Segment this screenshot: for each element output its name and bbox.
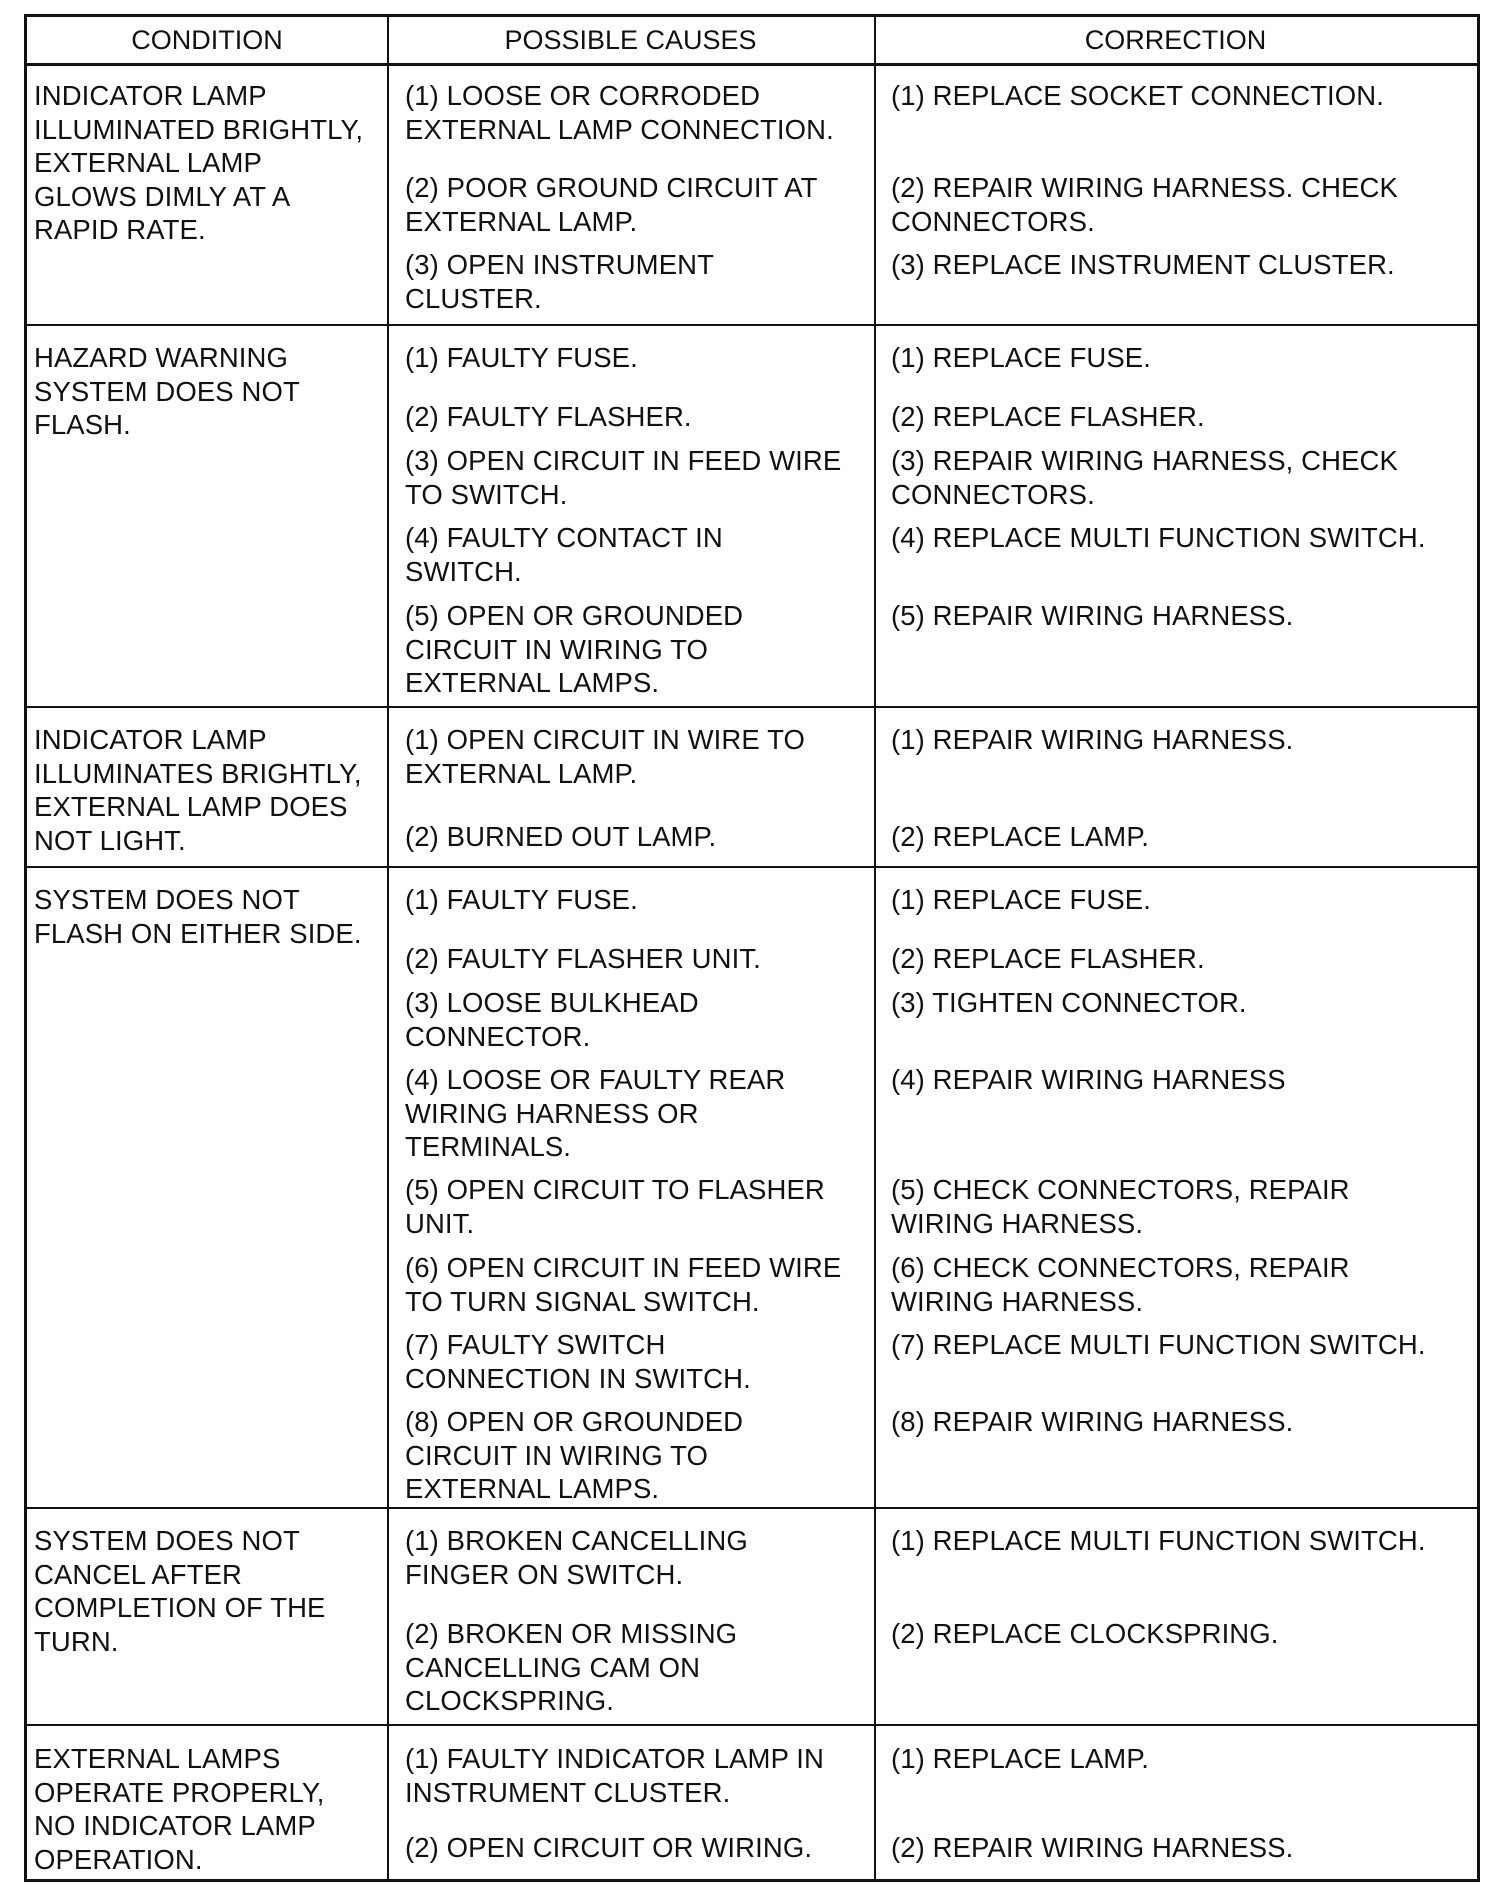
correction-text: (1) REPLACE MULTI FUNCTION SWITCH. <box>891 1525 1426 1556</box>
cause-text: (1) BROKEN CANCELLING FINGER ON SWITCH. <box>405 1525 748 1590</box>
correction-text: (3) REPAIR WIRING HARNESS, CHECK CONNECTORS. <box>891 445 1398 510</box>
correction-text: (5) REPAIR WIRING HARNESS. <box>891 600 1294 631</box>
correction-text: (3) REPLACE INSTRUMENT CLUSTER. <box>891 249 1395 280</box>
correction-text: (2) REPLACE CLOCKSPRING. <box>891 1618 1279 1649</box>
correction-text: (7) REPLACE MULTI FUNCTION SWITCH. <box>891 1329 1426 1360</box>
correction-text: (1) REPAIR WIRING HARNESS. <box>891 724 1294 755</box>
troubleshooting-table <box>24 14 1480 1882</box>
correction-text: (4) REPLACE MULTI FUNCTION SWITCH. <box>891 522 1426 553</box>
cause-text: (5) OPEN CIRCUIT TO FLASHER UNIT. <box>405 1174 825 1239</box>
table-header <box>27 17 1477 66</box>
cause-text: (1) FAULTY FUSE. <box>405 342 638 373</box>
cause-text: (6) OPEN CIRCUIT IN FEED WIRE TO TURN SIGNAL SWITCH. <box>405 1252 842 1317</box>
correction-text: (5) CHECK CONNECTORS, REPAIR WIRING HARNESS. <box>891 1174 1350 1239</box>
cause-text: (1) LOOSE OR CORRODED EXTERNAL LAMP CONNECTION. <box>405 80 834 145</box>
cause-text: (2) FAULTY FLASHER. <box>405 401 692 432</box>
cause-text: (4) LOOSE OR FAULTY REAR WIRING HARNESS OR TERMINALS. <box>405 1064 786 1162</box>
cause-text: (7) FAULTY SWITCH CONNECTION IN SWITCH. <box>405 1329 751 1394</box>
correction-text: (6) CHECK CONNECTORS, REPAIR WIRING HARNESS. <box>891 1252 1350 1317</box>
cause-text: (1) FAULTY FUSE. <box>405 884 638 915</box>
cause-text: (8) OPEN OR GROUNDED CIRCUIT IN WIRING TO EXTERNAL LAMPS. <box>405 1406 744 1504</box>
cause-text: (2) BURNED OUT LAMP. <box>405 821 717 852</box>
header-condition: CONDITION <box>131 24 283 55</box>
cause-text: (2) BROKEN OR MISSING CANCELLING CAM ON CLOCKSPRING. <box>405 1618 738 1716</box>
cause-text: (3) LOOSE BULKHEAD CONNECTOR. <box>405 987 699 1052</box>
header-possible-causes: POSSIBLE CAUSES <box>504 24 757 55</box>
correction-text: (2) REPLACE FLASHER. <box>891 401 1205 432</box>
row-divider <box>27 1507 1477 1509</box>
correction-text: (2) REPLACE FLASHER. <box>891 943 1205 974</box>
correction-text: (1) REPLACE FUSE. <box>891 884 1151 915</box>
cause-text: (1) OPEN CIRCUIT IN WIRE TO EXTERNAL LAMP. <box>405 724 805 789</box>
cause-text: (2) POOR GROUND CIRCUIT AT EXTERNAL LAMP. <box>405 172 818 237</box>
row-divider <box>27 706 1477 708</box>
row-condition: SYSTEM DOES NOT FLASH ON EITHER SIDE. <box>34 884 362 949</box>
column-divider <box>387 17 389 1879</box>
correction-text: (1) REPLACE LAMP. <box>891 1743 1149 1774</box>
cause-text: (2) OPEN CIRCUIT OR WIRING. <box>405 1832 813 1863</box>
correction-text: (8) REPAIR WIRING HARNESS. <box>891 1406 1294 1437</box>
correction-text: (3) TIGHTEN CONNECTOR. <box>891 987 1247 1018</box>
cause-text: (3) OPEN CIRCUIT IN FEED WIRE TO SWITCH. <box>405 445 842 510</box>
correction-text: (2) REPLACE LAMP. <box>891 821 1149 852</box>
correction-text: (4) REPAIR WIRING HARNESS <box>891 1064 1286 1095</box>
column-divider <box>874 17 876 1879</box>
header-correction: CORRECTION <box>1084 24 1267 55</box>
cause-text: (5) OPEN OR GROUNDED CIRCUIT IN WIRING TO EXTERNAL LAMPS. <box>405 600 744 698</box>
cause-text: (4) FAULTY CONTACT IN SWITCH. <box>405 522 723 587</box>
row-divider <box>27 866 1477 868</box>
cause-text: (1) FAULTY INDICATOR LAMP IN INSTRUMENT CLUSTER. <box>405 1743 824 1808</box>
cause-text: (3) OPEN INSTRUMENT CLUSTER. <box>405 249 714 314</box>
correction-text: (1) REPLACE FUSE. <box>891 342 1151 373</box>
row-condition: HAZARD WARNING SYSTEM DOES NOT FLASH. <box>34 342 300 440</box>
row-condition: INDICATOR LAMP ILLUMINATES BRIGHTLY, EXTERNAL LAMP DOES NOT LIGHT. <box>34 724 362 856</box>
correction-text: (2) REPAIR WIRING HARNESS. CHECK CONNECTORS. <box>891 172 1398 237</box>
cause-text: (2) FAULTY FLASHER UNIT. <box>405 943 761 974</box>
row-divider <box>27 1724 1477 1726</box>
row-divider <box>27 324 1477 326</box>
correction-text: (2) REPAIR WIRING HARNESS. <box>891 1832 1294 1863</box>
row-condition: EXTERNAL LAMPS OPERATE PROPERLY, NO INDICATOR LAMP OPERATION. <box>34 1743 325 1875</box>
correction-text: (1) REPLACE SOCKET CONNECTION. <box>891 80 1384 111</box>
row-condition: INDICATOR LAMP ILLUMINATED BRIGHTLY, EXTERNAL LAMP GLOWS DIMLY AT A RAPID RATE. <box>34 80 364 245</box>
row-condition: SYSTEM DOES NOT CANCEL AFTER COMPLETION OF THE TURN. <box>34 1525 326 1657</box>
